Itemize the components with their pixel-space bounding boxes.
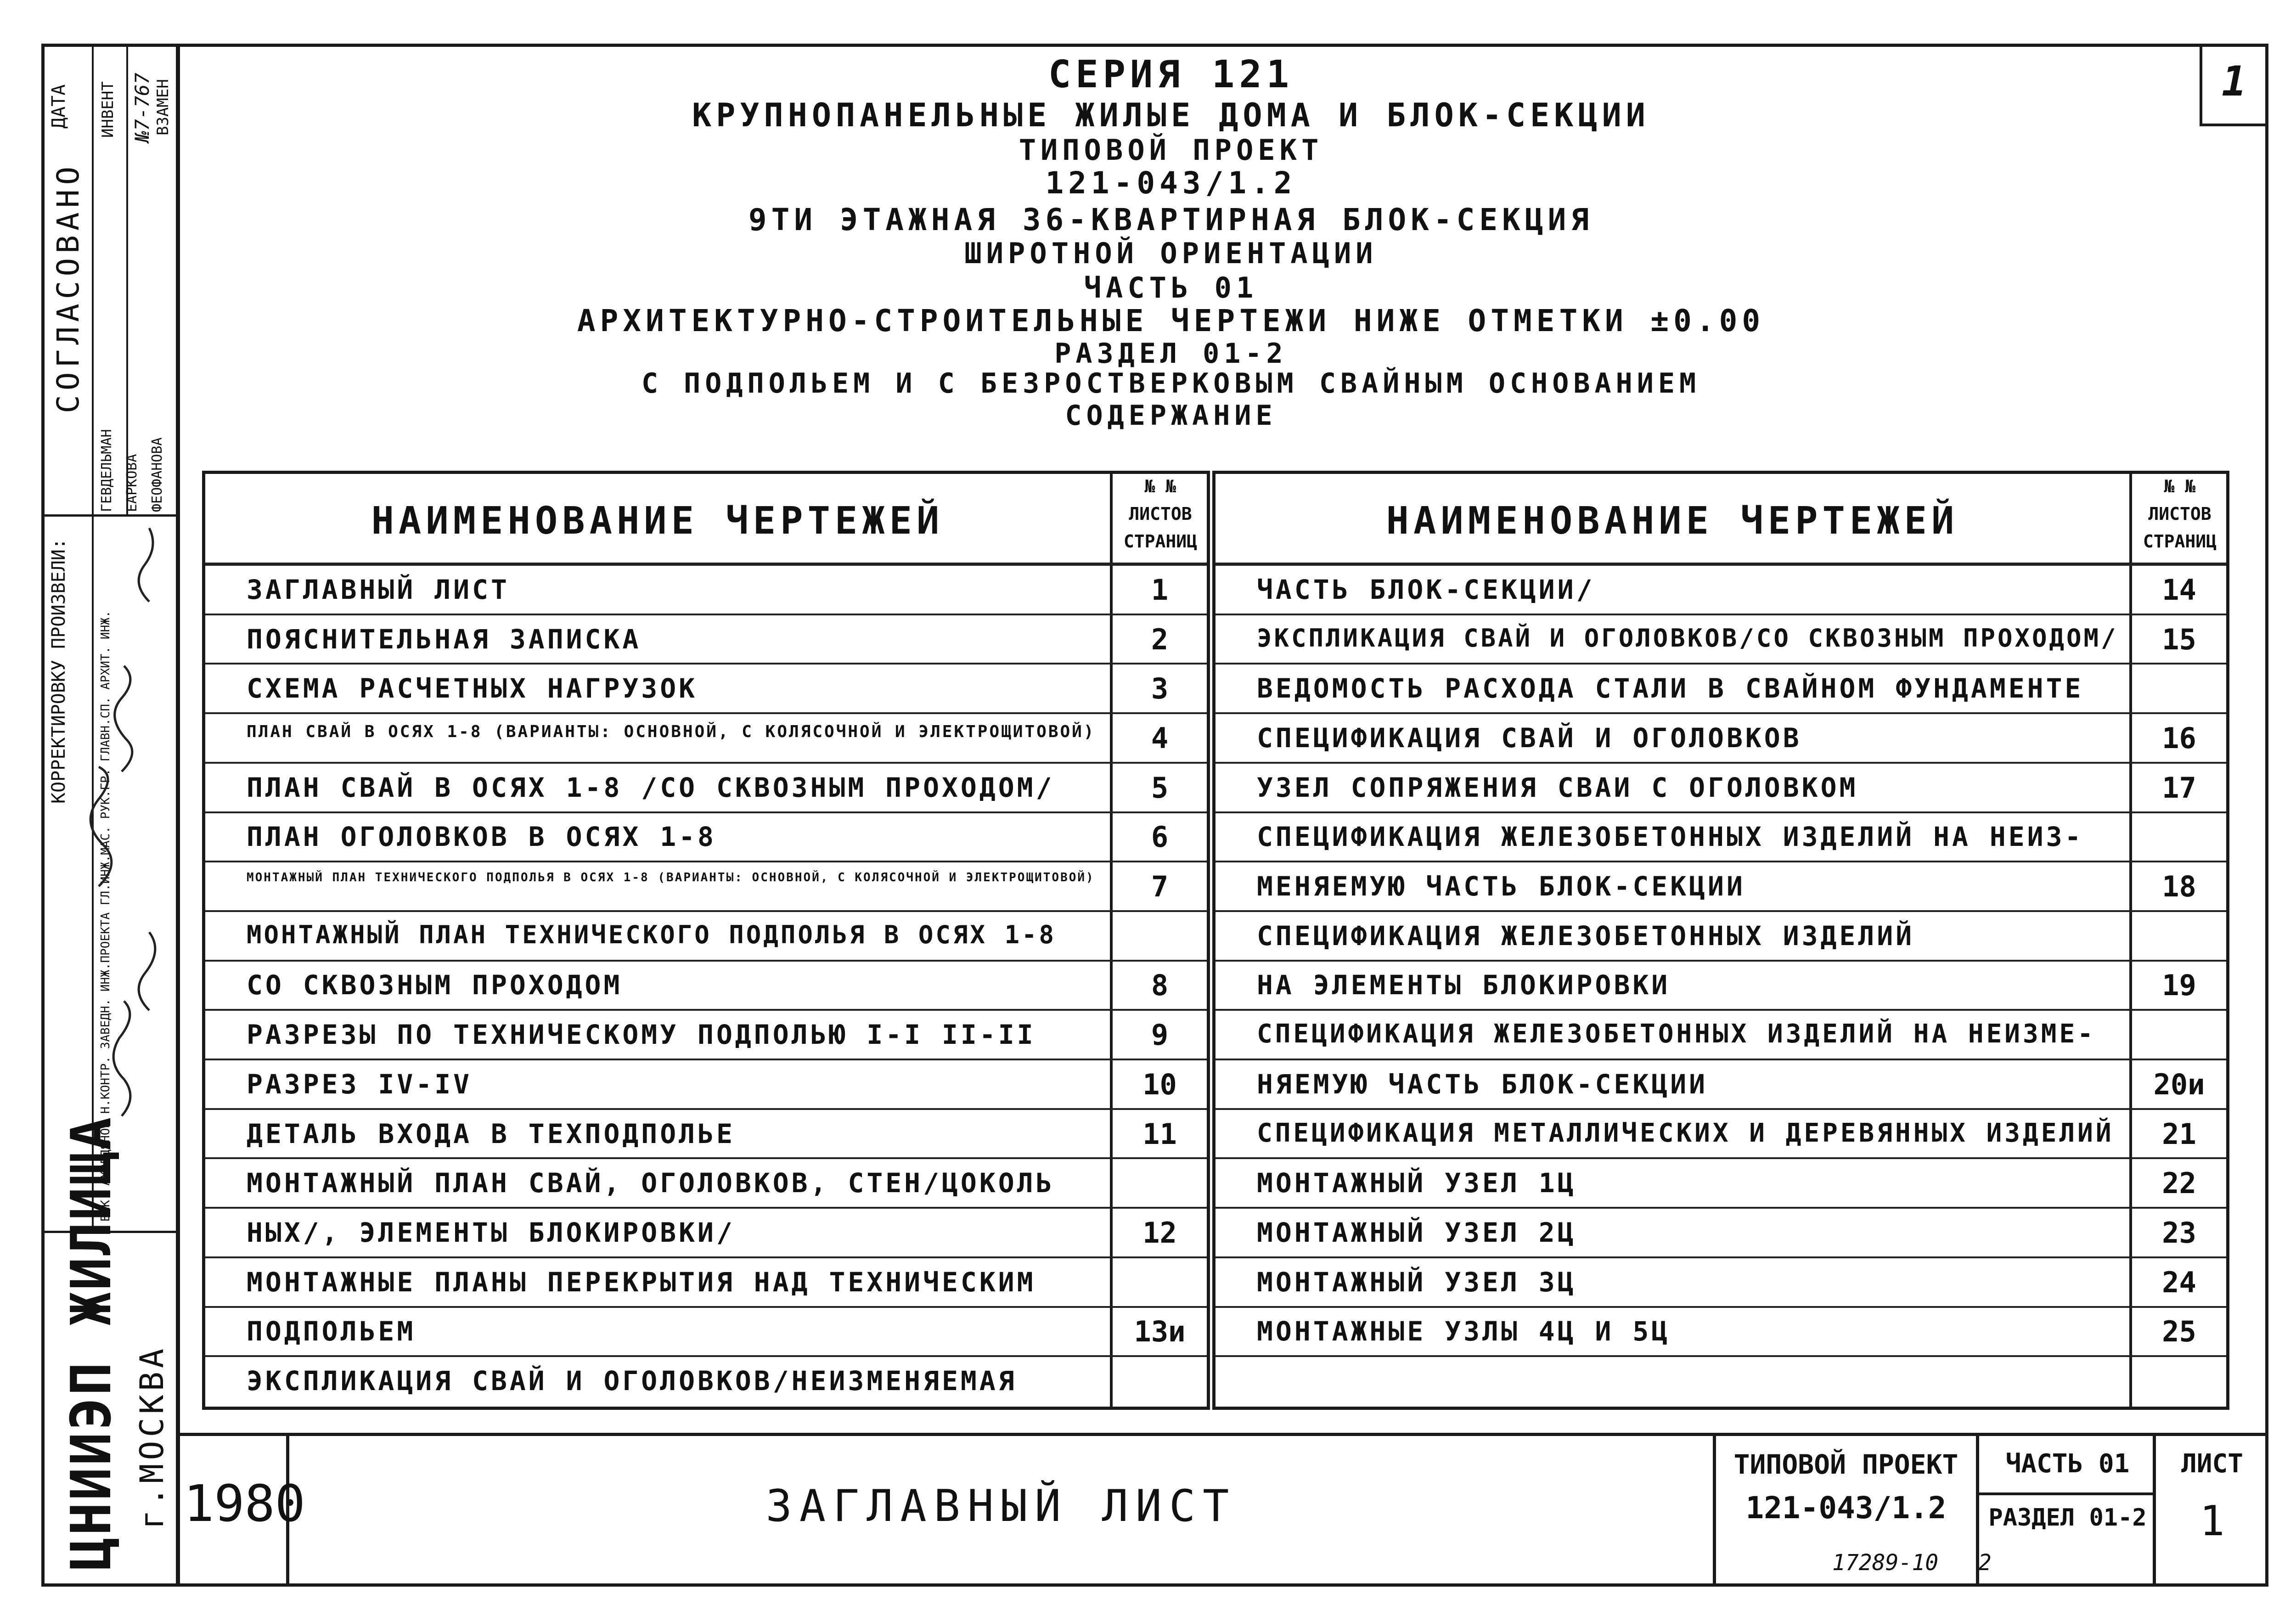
table-row [205, 962, 1207, 1011]
row-sheet-number: 23 [2162, 1216, 2196, 1250]
table-row [205, 615, 1207, 665]
row-title: СПЕЦИФИКАЦИЯ МЕТАЛЛИЧЕСКИХ И ДЕРЕВЯННЫХ ИЗДЕЛИЙ [1257, 1118, 2114, 1148]
corner-sheet-number: 1 [2221, 57, 2247, 106]
row-title: МЕНЯЕМУЮ ЧАСТЬ БЛОК-СЕКЦИИ [1257, 871, 1745, 902]
title-block-project-label: ТИПОВОЙ ПРОЕКТ [1733, 1449, 1958, 1480]
right-table-header-row [1216, 474, 2226, 566]
row-sheet-number: 20и [2153, 1067, 2205, 1101]
header-line-7: АРХИТЕКТУРНО-СТРОИТЕЛЬНЫЕ ЧЕРТЕЖИ НИЖЕ ОТМЕТКИ ±0.00 [577, 303, 1765, 338]
left-col-num-header-3: СТРАНИЦ [1123, 531, 1198, 552]
table-row [1216, 962, 2226, 1011]
row-title: ВЕДОМОСТЬ РАСХОДА СТАЛИ В СВАЙНОМ ФУНДАМЕНТЕ [1257, 673, 2084, 704]
row-title: МОНТАЖНЫЙ УЗЕЛ 1Ц [1257, 1167, 1576, 1199]
side-staff-list: ВЫК. АХВЕДЯНОВ Н.КОНТР. ЗАВЕДН. ИНЖ.ПРОЕКТА ГЛ.ИНЖ.МАС. РУК.ГР. ГЛАВН.СП. АРХИТ. ИНЖ. [99, 610, 113, 1222]
row-title: СХЕМА РАСЧЕТНЫХ НАГРУЗОК [247, 673, 698, 704]
row-sheet-number: 10 [1142, 1067, 1177, 1101]
row-title: НА ЭЛЕМЕНТЫ БЛОКИРОВКИ [1257, 969, 1671, 1001]
table-row [205, 1159, 1207, 1209]
row-title: МОНТАЖНЫЕ ПЛАНЫ ПЕРЕКРЫТИЯ НАД ТЕХНИЧЕСКИМ [247, 1266, 1036, 1298]
left-table-header-row [205, 474, 1207, 566]
right-col-num-header-2: ЛИСТОВ [2148, 504, 2212, 524]
table-row [1216, 1209, 2226, 1258]
row-title: НЯЕМУЮ ЧАСТЬ БЛОК-СЕКЦИИ [1257, 1068, 1708, 1100]
right-col-name-header: НАИМЕНОВАНИЕ ЧЕРТЕЖЕЙ [1386, 499, 1959, 543]
row-sheet-number: 13и [1134, 1315, 1186, 1349]
table-row [1216, 764, 2226, 813]
row-title: ПОЯСНИТЕЛЬНАЯ ЗАПИСКА [247, 623, 642, 655]
row-sheet-number: 19 [2162, 969, 2196, 1002]
row-title: МОНТАЖНЫЙ ПЛАН ТЕХНИЧЕСКОГО ПОДПОЛЬЯ В ОСЯХ 1-8 (ВАРИАНТЫ: ОСНОВНОЙ, С КОЛЯСОЧНОЙ И ЭЛЕКТРОЩИТОВОЙ) [247, 871, 1095, 885]
row-sheet-number: 18 [2162, 870, 2196, 904]
header-line-3: 121-043/1.2 [1045, 165, 1297, 201]
header-line-5: ШИРОТНОЙ ОРИЕНТАЦИИ [964, 237, 1378, 270]
row-title: ПОДПОЛЬЕМ [247, 1316, 416, 1347]
row-sheet-number: 11 [1142, 1117, 1177, 1151]
row-title: СПЕЦИФИКАЦИЯ ЖЕЛЕЗОБЕТОННЫХ ИЗДЕЛИЙ НА НЕИЗМЕ- [1257, 1019, 2096, 1049]
table-row [1216, 665, 2226, 714]
title-block-part: ЧАСТЬ 01 [2005, 1449, 2130, 1479]
row-sheet-number: 9 [1151, 1018, 1169, 1052]
signature-stroke-5 [113, 1001, 130, 1116]
row-sheet-number: 22 [2162, 1166, 2196, 1200]
row-title: МОНТАЖНЫЙ УЗЕЛ 2Ц [1257, 1217, 1576, 1249]
table-row [1216, 1308, 2226, 1357]
side-inv-label: ИНВЕНТ [99, 81, 117, 138]
signature-stroke-2 [115, 666, 132, 772]
right-col-num-header-3: СТРАНИЦ [2143, 531, 2217, 552]
table-row [1216, 615, 2226, 665]
row-title: ПЛАН СВАЙ В ОСЯХ 1-8 (ВАРИАНТЫ: ОСНОВНОЙ, С КОЛЯСОЧНОЙ И ЭЛЕКТРОЩИТОВОЙ) [247, 722, 1096, 741]
side-name-2: ЕАРКОВА [124, 454, 140, 512]
row-sheet-number: 2 [1151, 622, 1169, 656]
side-agreed-label: СОГЛАСОВАНО [51, 162, 86, 413]
row-title: НЫХ/, ЭЛЕМЕНТЫ БЛОКИРОВКИ/ [247, 1217, 735, 1249]
row-sheet-number: 16 [2162, 721, 2196, 755]
row-title: СПЕЦИФИКАЦИЯ СВАЙ И ОГОЛОВКОВ [1257, 722, 1802, 754]
row-title: ПЛАН СВАЙ В ОСЯХ 1-8 /СО СКВОЗНЫМ ПРОХОДОМ/ [247, 772, 1055, 803]
table-row [205, 764, 1207, 813]
row-title: СПЕЦИФИКАЦИЯ ЖЕЛЕЗОБЕТОННЫХ ИЗДЕЛИЙ НА НЕИЗ- [1257, 821, 2084, 853]
side-date-label: ДАТА [48, 84, 69, 129]
table-row [1216, 1110, 2226, 1160]
right-contents-table [1212, 471, 2229, 1410]
signature-stroke-3 [90, 767, 112, 886]
row-title: УЗЕЛ СОПРЯЖЕНИЯ СВАИ С ОГОЛОВКОМ [1257, 772, 1858, 803]
table-row [1216, 862, 2226, 912]
signature-stroke-1 [139, 528, 153, 602]
left-contents-table [202, 471, 1210, 1410]
side-inv-number: №7-767 [131, 73, 153, 142]
row-sheet-number: 24 [2162, 1265, 2196, 1299]
row-sheet-number: 5 [1151, 771, 1169, 805]
table-row [205, 665, 1207, 714]
footer-inventory-number: 17289-10 2 [1832, 1550, 1992, 1576]
table-row [1216, 714, 2226, 764]
header-line-10: СОДЕРЖАНИЕ [1065, 400, 1277, 432]
table-row [205, 1011, 1207, 1060]
table-row [1216, 1060, 2226, 1110]
org-city: г.МОСКВА [133, 1345, 171, 1529]
signature-stroke-4 [139, 932, 155, 1010]
table-row [205, 714, 1207, 764]
row-sheet-number: 15 [2162, 622, 2196, 656]
title-block-sheet-label: ЛИСТ [2181, 1449, 2243, 1479]
header-line-6: ЧАСТЬ 01 [1084, 271, 1258, 304]
table-row [205, 1209, 1207, 1258]
side-vline-2 [126, 44, 128, 514]
org-name: ЦНИИЭП ЖИЛИЩА [60, 1115, 124, 1571]
side-divider-1 [41, 514, 179, 517]
row-title: МОНТАЖНЫЙ ПЛАН СВАЙ, ОГОЛОВКОВ, СТЕН/ЦОКОЛЬ [247, 1167, 1055, 1199]
row-title: СО СКВОЗНЫМ ПРОХОДОМ [247, 969, 623, 1001]
table-row [205, 912, 1207, 962]
left-col-num-header-2: ЛИСТОВ [1129, 504, 1192, 524]
table-row [1216, 813, 2226, 863]
row-title: РАЗРЕЗЫ ПО ТЕХНИЧЕСКОМУ ПОДПОЛЬЮ I-I II-II [247, 1019, 1036, 1051]
row-title: РАЗРЕЗ IV-IV [247, 1068, 473, 1100]
row-title: ЭКСПЛИКАЦИЯ СВАЙ И ОГОЛОВКОВ/СО СКВОЗНЫМ ПРОХОДОМ/ [1257, 623, 2118, 653]
side-correction-label: КОРРЕКТИРОВКУ ПРОИЗВЕЛИ: [48, 538, 69, 804]
right-col-num-header-1: № № [2164, 476, 2196, 496]
row-sheet-number: 7 [1151, 870, 1169, 904]
header-line-9: С ПОДПОЛЬЕМ И С БЕЗРОСТВЕРКОВЫМ СВАЙНЫМ ОСНОВАНИЕМ [641, 367, 1701, 400]
left-col-name-header: НАИМЕНОВАНИЕ ЧЕРТЕЖЕЙ [371, 499, 944, 543]
row-sheet-number: 12 [1142, 1216, 1177, 1250]
left-col-num-header-1: № № [1144, 476, 1176, 496]
row-sheet-number: 4 [1151, 721, 1169, 755]
table-row [1216, 1011, 2226, 1060]
row-sheet-number: 1 [1151, 573, 1169, 607]
table-row [205, 1060, 1207, 1110]
side-replace-label: ВЗАМЕН [154, 79, 172, 135]
title-block-project-code: 121-043/1.2 [1745, 1490, 1947, 1526]
title-block-sheet-number: 1 [2200, 1497, 2225, 1545]
table-row [205, 1258, 1207, 1308]
row-sheet-number: 8 [1151, 969, 1169, 1002]
table-row [1216, 1159, 2226, 1209]
header-line-1: КРУПНОПАНЕЛЬНЫЕ ЖИЛЫЕ ДОМА И БЛОК-СЕКЦИИ [692, 96, 1650, 134]
row-title: МОНТАЖНЫЕ УЗЛЫ 4Ц И 5Ц [1257, 1316, 1671, 1347]
row-title: СПЕЦИФИКАЦИЯ ЖЕЛЕЗОБЕТОННЫХ ИЗДЕЛИЙ [1257, 920, 1915, 952]
row-sheet-number: 14 [2162, 573, 2196, 607]
title-block-section: РАЗДЕЛ 01-2 [1988, 1504, 2147, 1532]
table-row [1216, 912, 2226, 962]
table-row [205, 1308, 1207, 1357]
header-line-8: РАЗДЕЛ 01-2 [1054, 338, 1288, 370]
series-title: СЕРИЯ 121 [1048, 53, 1294, 96]
header-line-4: 9ТИ ЭТАЖНАЯ 36-КВАРТИРНАЯ БЛОК-СЕКЦИЯ [748, 202, 1594, 237]
row-title: МОНТАЖНЫЙ ПЛАН ТЕХНИЧЕСКОГО ПОДПОЛЬЯ В ОСЯХ 1-8 [247, 920, 1057, 949]
table-row [205, 1110, 1207, 1160]
table-row [1216, 1357, 2226, 1407]
row-sheet-number: 6 [1151, 820, 1169, 854]
table-row [205, 566, 1207, 615]
table-row [1216, 566, 2226, 615]
table-row [205, 1357, 1207, 1407]
title-block-title: ЗАГЛАВНЫЙ ЛИСТ [765, 1481, 1237, 1532]
row-title: ЗАГЛАВНЫЙ ЛИСТ [247, 574, 510, 605]
row-sheet-number: 17 [2162, 771, 2196, 805]
side-name-3: ФЕОФАНОВА [149, 437, 165, 512]
table-row [1216, 1258, 2226, 1308]
title-block-year: 1980 [184, 1474, 305, 1533]
row-sheet-number: 21 [2162, 1117, 2196, 1151]
header-line-2: ТИПОВОЙ ПРОЕКТ [1019, 133, 1323, 167]
row-sheet-number: 3 [1151, 672, 1169, 706]
row-title: ЧАСТЬ БЛОК-СЕКЦИИ/ [1257, 574, 1595, 605]
table-row [205, 862, 1207, 912]
row-sheet-number: 25 [2162, 1315, 2196, 1349]
row-title: ПЛАН ОГОЛОВКОВ В ОСЯХ 1-8 [247, 821, 716, 853]
title-block-part-divider [1979, 1492, 2156, 1495]
side-name-1: ГЕВДЕЛЬМАН [99, 429, 115, 512]
table-row [205, 813, 1207, 863]
row-title: ЭКСПЛИКАЦИЯ СВАЙ И ОГОЛОВКОВ/НЕИЗМЕНЯЕМАЯ [247, 1365, 1017, 1397]
row-title: ДЕТАЛЬ ВХОДА В ТЕХПОДПОЛЬЕ [247, 1118, 735, 1149]
row-title: МОНТАЖНЫЙ УЗЕЛ 3Ц [1257, 1266, 1576, 1298]
